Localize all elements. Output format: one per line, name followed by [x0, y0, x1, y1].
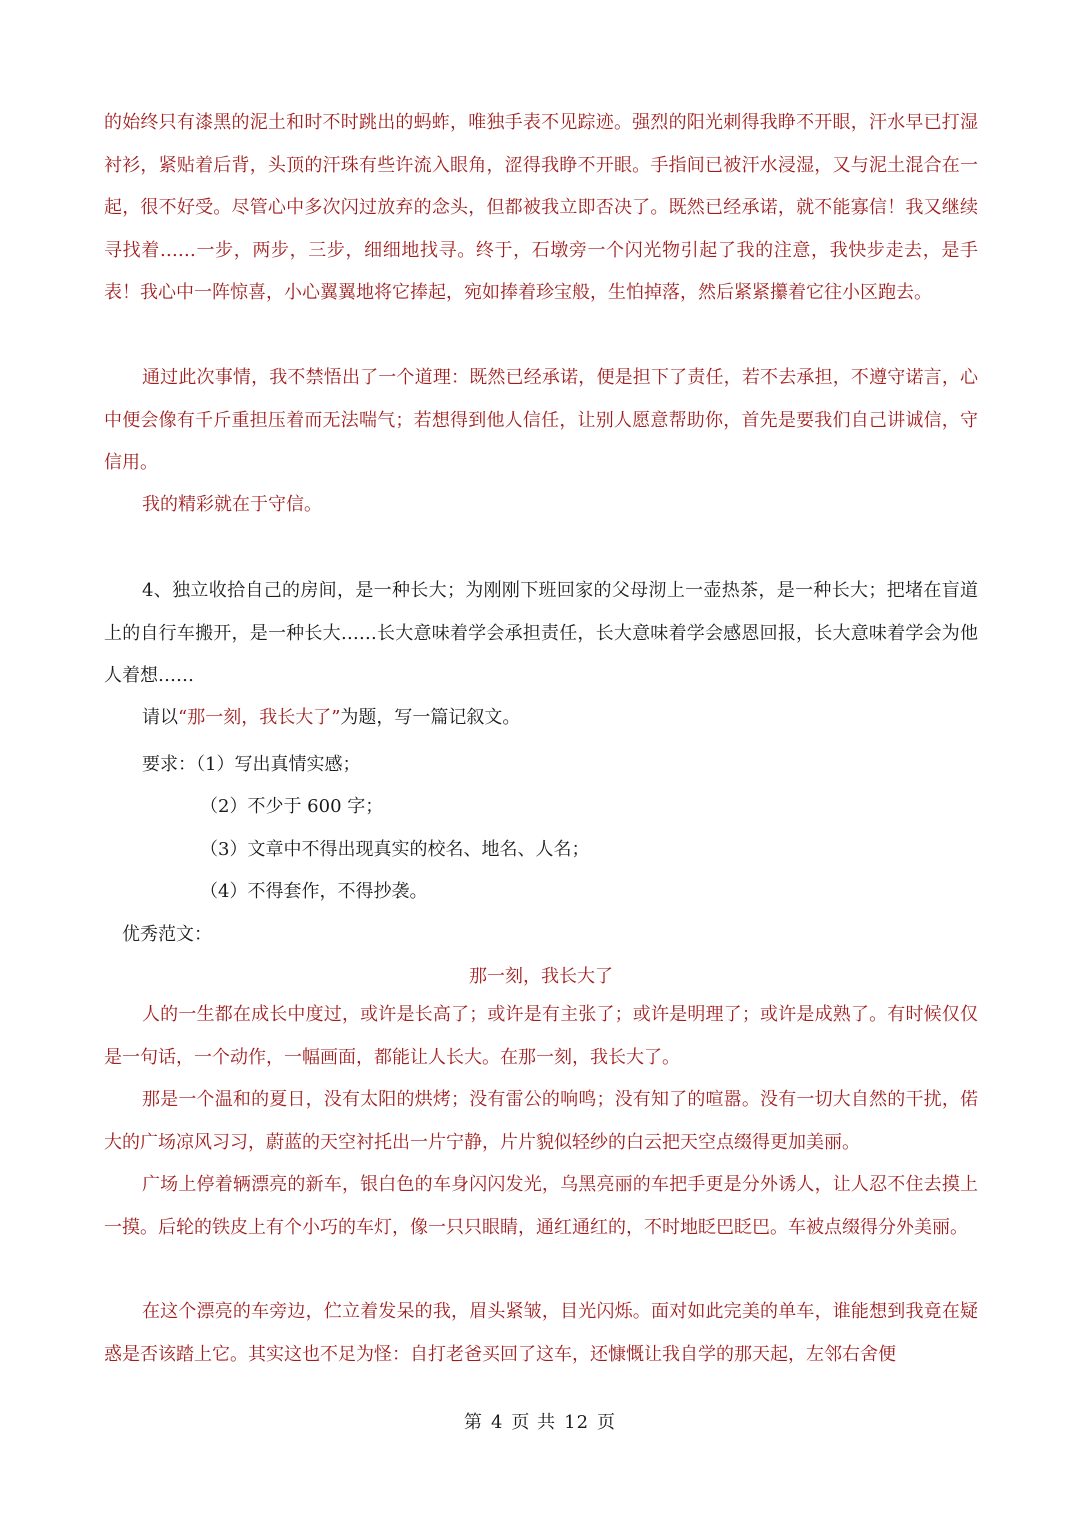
page-current: 4 — [490, 1412, 504, 1433]
instruction-prefix: 请以 — [142, 707, 178, 728]
requirement-3: （3）文章中不得出现真实的校名、地名、人名； — [200, 839, 590, 860]
requirement-4: （4）不得套作，不得抄袭。 — [200, 881, 428, 902]
essay1-continuation-paragraph: 的始终只有漆黑的泥土和时不时跳出的蚂蚱，唯独手表不见踪迹。强烈的阳光刺得我睁不开眼，汗水早已打湿衬衫，紧贴着后背，头顶的汗珠有些许流入眼角，涩得我睁不开眼。手指间已被汗水浸湿，又与泥土混合在一起，很不好受。尽管心中多次闪过放弃的念头，但都被我立即否决了。既然已经承诺，就不能寡信！我又继续寻找着……一步，两步，三步，细细地找寻。终于，石墩旁一个闪光物引起了我的注意，我快步走去，是手表！我心中一阵惊喜，小心翼翼地将它捧起，宛如捧着珍宝般，生怕掉落，然后紧紧攥着它往小区跑去。 — [104, 112, 978, 304]
page-total: 12 — [564, 1412, 590, 1433]
requirement-2: （2）不少于 600 字； — [200, 796, 384, 817]
sample-paragraph-4: 在这个漂亮的车旁边，伫立着发呆的我，眉头紧皱，目光闪烁。面对如此完美的单车，谁能想到我竟在疑惑是否该踏上它。其实这也不足为怪：自打老爸买回了这车，还慷慨让我自学的那天起，左邻右舍便 — [104, 1301, 978, 1365]
sample-paragraph-1: 人的一生都在成长中度过，或许是长高了；或许是有主张了；或许是明理了；或许是成熟了。有时候仅仅是一句话，一个动作，一幅画面，都能让人长大。在那一刻，我长大了。 — [104, 1004, 978, 1068]
requirement-1 — [142, 750, 360, 776]
page-footer — [0, 1408, 1080, 1434]
essay1-closing-paragraph: 我的精彩就在于守信。 — [142, 494, 322, 515]
sample-essay-label: 优秀范文： — [122, 924, 212, 945]
requirement-1-text: （1）写出真情实感； — [196, 754, 361, 775]
requirements-label: 要求： — [142, 754, 196, 775]
sample-paragraph-2: 那是一个温和的夏日，没有太阳的烘烤；没有雷公的响鸣；没有知了的喧嚣。没有一切大自然的干扰，偌大的广场凉风习习，蔚蓝的天空衬托出一片宁静，片片貌似轻纱的白云把天空点缀得更加美丽。 — [104, 1089, 978, 1153]
question4-instruction — [104, 697, 978, 740]
essay1-lesson-paragraph: 通过此次事情，我不禁悟出了一个道理：既然已经承诺，便是担下了责任，若不去承担，不遵守诺言，心中便会像有千斤重担压着而无法喘气；若想得到他人信任，让别人愿意帮助你，首先是要我们自己讲诚信，守信用。 — [104, 367, 978, 474]
question4-prompt: 4、独立收拾自己的房间，是一种长大；为刚刚下班回家的父母沏上一壶热茶，是一种长大；把堵在盲道上的自行车搬开，是一种长大……长大意味着学会承担责任，长大意味着学会感恩回报，长大意味着学会为他人着想…… — [104, 580, 978, 687]
sample-paragraph-3: 广场上停着辆漂亮的新车，银白色的车身闪闪发光，乌黑亮丽的车把手更是分外诱人，让人忍不住去摸上一摸。后轮的铁皮上有个小巧的车灯，像一只只眼睛，通红通红的，不时地眨巴眨巴。车被点缀得分外美丽。 — [104, 1174, 978, 1238]
page-mid: 页 共 — [511, 1412, 557, 1433]
instruction-suffix: 为题，写一篇记叙文。 — [340, 707, 521, 728]
instruction-title: “那一刻，我长大了” — [178, 707, 341, 728]
page-prefix: 第 — [463, 1412, 483, 1433]
sample-essay-title: 那一刻，我长大了 — [469, 966, 613, 987]
page-suffix: 页 — [597, 1412, 617, 1433]
